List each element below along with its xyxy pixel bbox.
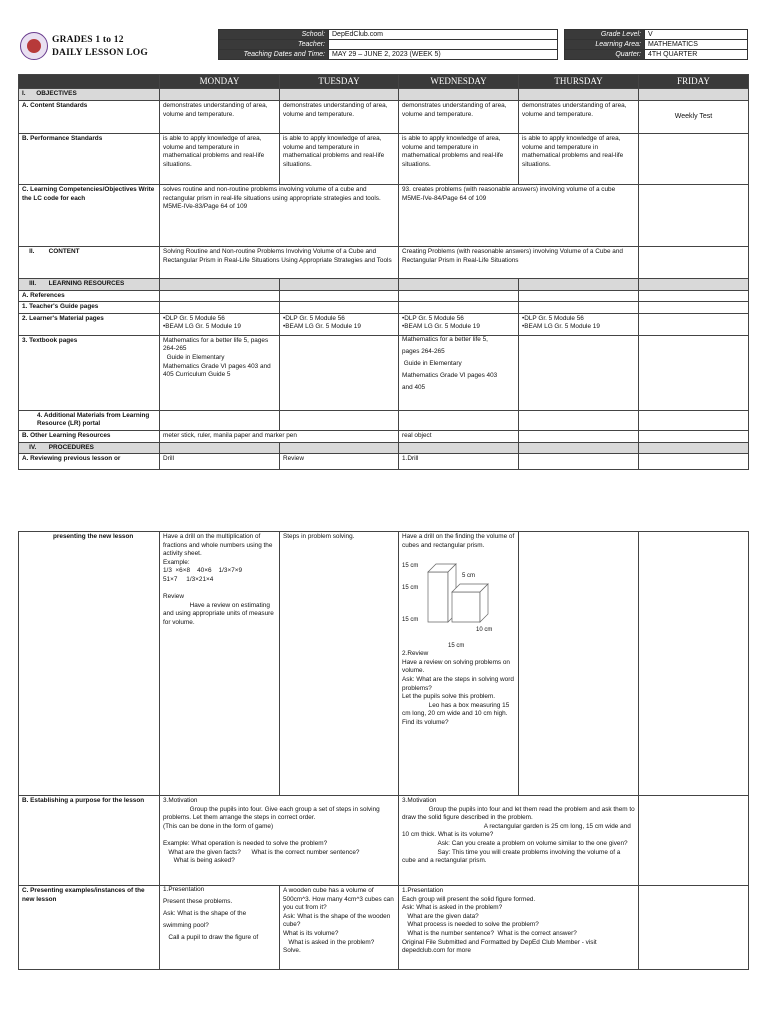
performance-standards-wednesday: is able to apply knowledge of area, volume and temperature in mathematical problems and real-life situations.: [399, 134, 519, 185]
competencies-monday-tuesday: solves routine and non-routine problems involving volume of a cube and rectangular prism in real-life situations using appropriate strategies and tools. M5ME-IVe-83/Page 64 of 109: [160, 185, 399, 247]
learners-material-tuesday: • DLP Gr. 5 Module 56 • BEAM LG Gr. 5 Module 19: [280, 313, 399, 335]
school-info-table: [218, 29, 558, 60]
solid-figures-illustration: [402, 550, 515, 650]
review-wednesday: 1.Drill: [399, 454, 519, 470]
presenting-wednesday-review: 2.Review Have a review on solving problems on volume. Ask: What are the steps in solving word problems? Let the pupils solve this problem. Leo has a box measuring 15 cm long, 20 cm wide and 10 cm high. Find its volume?: [402, 650, 514, 726]
lesson-log-table-1: [18, 74, 748, 470]
presenting-monday: Have a drill on the multiplication of fractions and whole numbers using the activity sheet. Example: 1/3 ×6×8 40×6 1/3×7×9 51×7 1/3×21×4 Review Have a review on estimating and using appropriate units of measure for volume.: [160, 532, 280, 796]
quarter-label: Quarter:: [565, 50, 645, 60]
procedures-heading: IV. PROCEDURES: [19, 442, 160, 454]
weekly-test-label: Weekly Test: [639, 101, 749, 134]
dates-value: MAY 29 – JUNE 2, 2023 (WEEK 5): [329, 50, 558, 60]
reviewing-lesson-label: A. Reviewing previous lesson or: [19, 454, 160, 470]
objectives-heading: I. OBJECTIVES: [19, 89, 160, 101]
additional-materials-label: 4. Additional Materials from Learning Resource (LR) portal: [19, 410, 160, 430]
dates-label: Teaching Dates and Time:: [219, 50, 329, 60]
learning-resources-heading: III. LEARNING RESOURCES: [19, 279, 160, 291]
area-label: Learning Area:: [565, 40, 645, 50]
day-header-wednesday: WEDNESDAY: [399, 75, 519, 89]
class-info-table: [564, 29, 748, 60]
content-standards-monday: demonstrates understanding of area, volume and temperature.: [160, 101, 280, 134]
learners-material-monday: • DLP Gr. 5 Module 56 • BEAM LG Gr. 5 Module 19: [160, 313, 280, 335]
day-header-thursday: THURSDAY: [519, 75, 639, 89]
area-value: MATHEMATICS: [645, 40, 748, 50]
textbook-pages-wednesday: Mathematics for a better life 5, pages 264-265 Guide in Elementary Mathematics Grade VI pages 403 and 405: [399, 335, 519, 410]
dimension-label: 15 cm: [402, 563, 419, 570]
teachers-guide-label: 1. Teacher's Guide pages: [19, 302, 160, 314]
log-title-line2: DAILY LESSON LOG: [52, 48, 148, 58]
content-standards-thursday: demonstrates understanding of area, volume and temperature.: [519, 101, 639, 134]
purpose-monday-tuesday: 3.Motivation Group the pupils into four. Give each group a set of steps in solving problems. Let them arrange the steps in correct order. (This can be done in the form of game) Example: What operation is needed to solve the problem? What are the given facts? What is the correct number sentence? What is being asked?: [160, 796, 399, 886]
school-value: DepEdClub.com: [329, 30, 558, 40]
dimension-label: 15 cm: [402, 617, 419, 624]
presenting-wednesday-drill: Have a drill on the finding the volume of cubes and rectangular prism.: [402, 533, 515, 549]
lesson-log-table-2: [18, 531, 748, 970]
deped-seal-icon: [20, 32, 48, 60]
grade-label: Grade Level:: [565, 30, 645, 40]
content-standards-wednesday: demonstrates understanding of area, volume and temperature.: [399, 101, 519, 134]
presenting-new-lesson-label: presenting the new lesson: [19, 532, 160, 796]
performance-standards-tuesday: is able to apply knowledge of area, volume and temperature in mathematical problems and real-life situations.: [280, 134, 399, 185]
quarter-value: 4TH QUARTER: [645, 50, 748, 60]
content-wednesday-thursday: Creating Problems (with reasonable answers) involving Volume of a Cube and Rectangular Prism in Real-Life Situations: [399, 247, 639, 279]
school-label: School:: [219, 30, 329, 40]
examples-monday: 1.Presentation Present these problems. Ask: What is the shape of the swimming pool? Call a pupil to draw the figure of: [160, 886, 280, 970]
review-monday: Drill: [160, 454, 280, 470]
dimension-label: 15 cm: [448, 643, 465, 650]
other-resources-label: B. Other Learning Resources: [19, 430, 160, 442]
other-resources-wednesday: real object: [399, 430, 519, 442]
dimension-label: 15 cm: [402, 585, 419, 592]
examples-wednesday-thursday: 1.Presentation Each group will present the solid figure formed. Ask: What is asked in the problem? What are the given data? What process is needed to solve the problem? What is the number sentence? What is the correct answer? Original File Submitted and Formatted by DepEd Club Member - visit depedclub.com for more: [399, 886, 639, 970]
performance-standards-thursday: is able to apply knowledge of area, volume and temperature in mathematical problems and real-life situations.: [519, 134, 639, 185]
learners-material-label: 2. Learner's Material pages: [19, 313, 160, 335]
textbook-pages-label: 3. Textbook pages: [19, 335, 160, 410]
textbook-pages-monday: Mathematics for a better life 5, pages 264-265 Guide in Elementary Mathematics Grade VI pages 403 and 405 Curriculum Guide 5: [160, 335, 280, 410]
content-standards-label: A. Content Standards: [19, 101, 160, 134]
establishing-purpose-label: B. Establishing a purpose for the lesson: [19, 796, 160, 886]
dimension-label: 5 cm: [462, 573, 476, 580]
purpose-wednesday-thursday: 3.Motivation Group the pupils into four and let them read the problem and ask them to draw the solid figure described in the problem. A rectangular garden is 25 cm long, 15 cm wide and 10 cm thick. What is its volume? Ask: Can you create a problem on volume similar to the one given? Say: This time you will create problems involving the volume of a cube and a rectangular prism.: [399, 796, 639, 886]
performance-standards-monday: is able to apply knowledge of area, volume and temperature in mathematical problems and real-life situations.: [160, 134, 280, 185]
examples-tuesday: A wooden cube has a volume of 500cm^3. How many 4cm^3 cubes can you cut from it? Ask: What is the shape of the wooden cube? What is its volume? What is asked in the problem? Solve.: [280, 886, 399, 970]
day-header-monday: MONDAY: [160, 75, 280, 89]
review-tuesday: Review: [280, 454, 399, 470]
presenting-examples-label: C. Presenting examples/instances of the new lesson: [19, 886, 160, 970]
competencies-wednesday-thursday: 93. creates problems (with reasonable answers) involving volume of a cube M5ME-IVe-84/Page 64 of 109: [399, 185, 639, 247]
grade-value: V: [645, 30, 748, 40]
cube-and-prism-drawing: [402, 550, 514, 650]
learners-material-thursday: • DLP Gr. 5 Module 56 • BEAM LG Gr. 5 Module 19: [519, 313, 639, 335]
log-title-line1: GRADES 1 to 12: [52, 35, 124, 45]
other-resources-monday-tuesday: meter stick, ruler, manila paper and marker pen: [160, 430, 399, 442]
day-header-friday: FRIDAY: [639, 75, 749, 89]
day-header-tuesday: TUESDAY: [280, 75, 399, 89]
content-heading: II. CONTENT: [19, 247, 160, 279]
presenting-wednesday: [399, 532, 519, 796]
dimension-label: 10 cm: [476, 627, 493, 634]
learners-material-wednesday: • DLP Gr. 5 Module 56 • BEAM LG Gr. 5 Module 19: [399, 313, 519, 335]
references-label: A. References: [19, 290, 160, 302]
content-monday-tuesday: Solving Routine and Non-routine Problems Involving Volume of a Cube and Rectangular Prism in Real-Life Situations Using Appropriate Strategies and Tools: [160, 247, 399, 279]
teacher-value: [329, 40, 558, 50]
lesson-log-header: [18, 29, 748, 63]
presenting-tuesday: Steps in problem solving.: [280, 532, 399, 796]
performance-standards-label: B. Performance Standards: [19, 134, 160, 185]
teacher-label: Teacher:: [219, 40, 329, 50]
competencies-label: C. Learning Competencies/Objectives Write the LC code for each: [19, 185, 160, 247]
content-standards-tuesday: demonstrates understanding of area, volume and temperature.: [280, 101, 399, 134]
